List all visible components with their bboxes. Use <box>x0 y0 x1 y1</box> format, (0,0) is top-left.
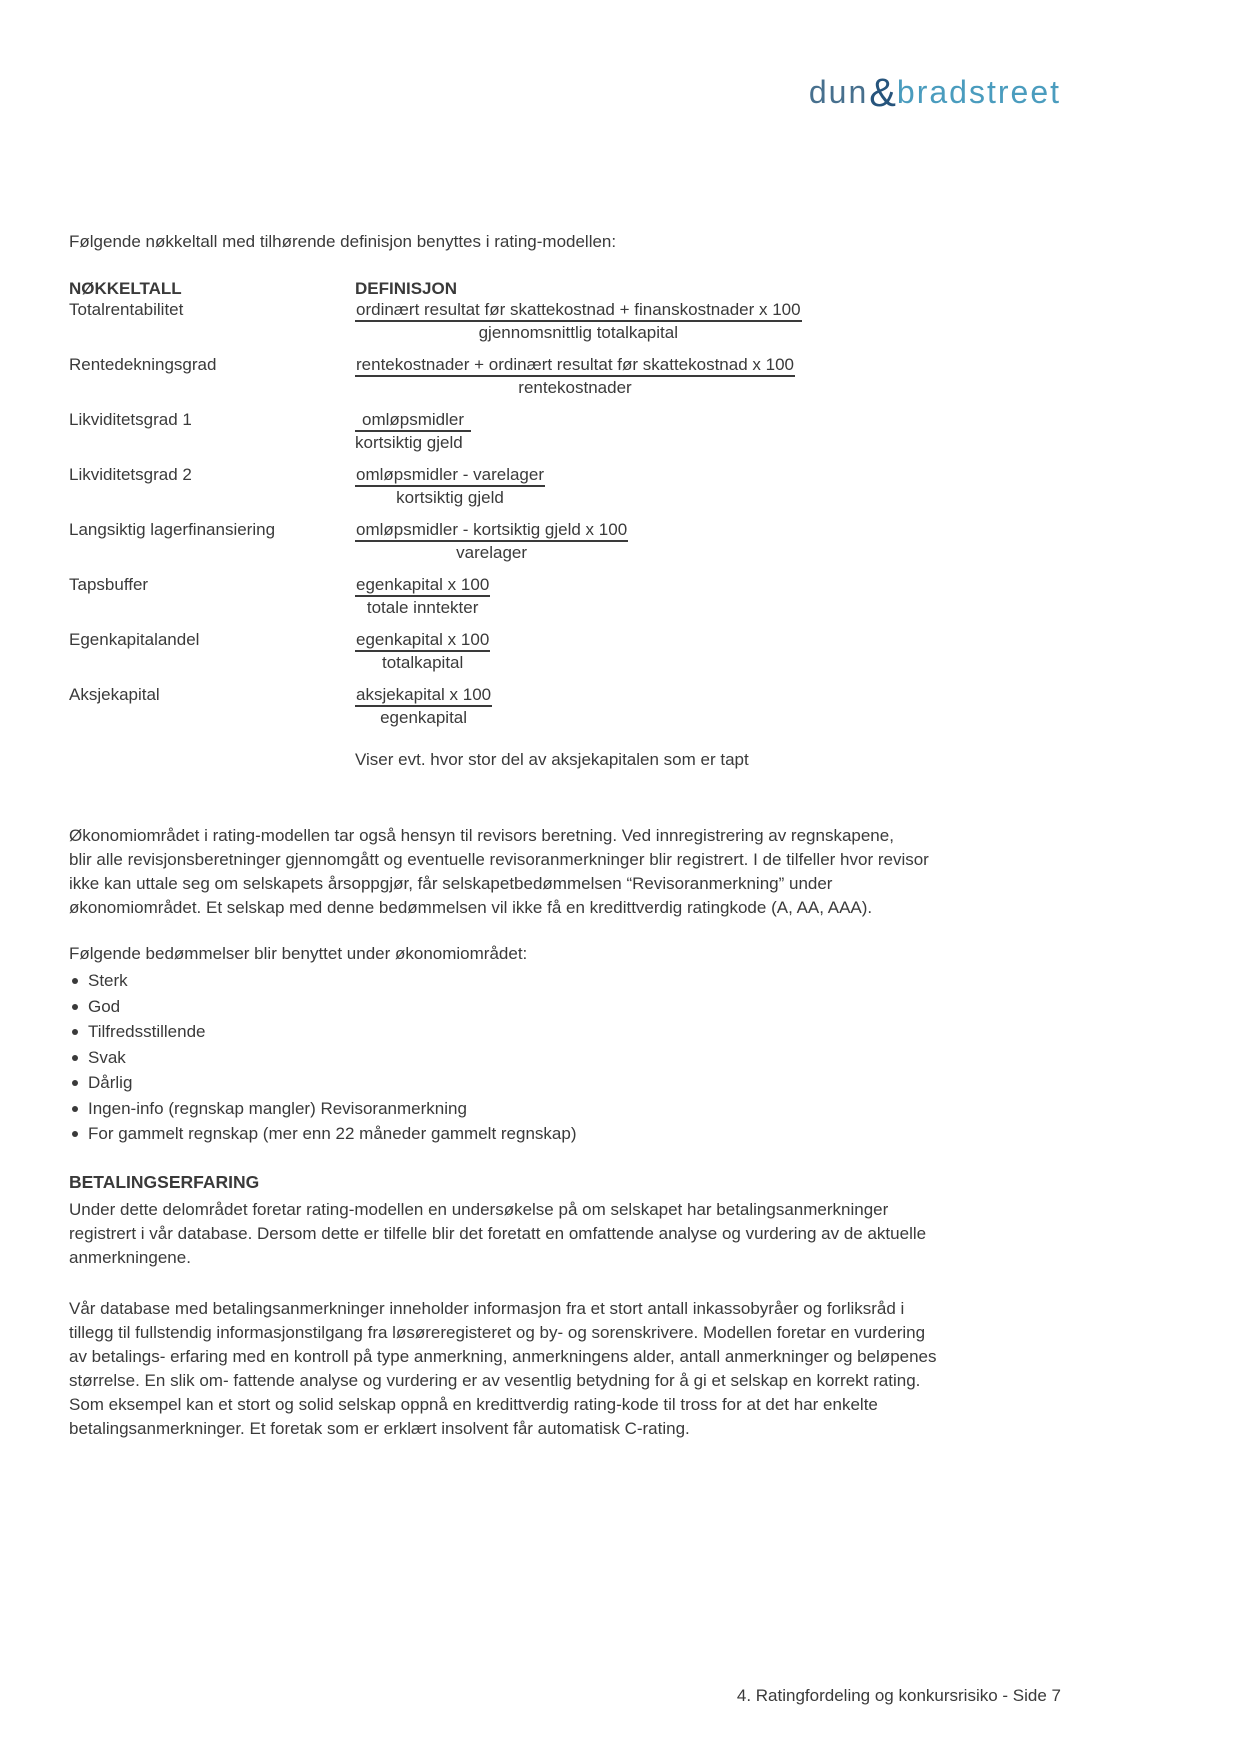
formula-denominator: totalkapital <box>382 653 464 672</box>
text-line: Vår database med betalingsanmerkninger inneholder informasjon fra et stort antall inkassobyråer og forliksråd i <box>69 1299 905 1318</box>
ratio-name: Likviditetsgrad 1 <box>69 410 192 429</box>
formula-numerator: omløpsmidler <box>355 409 471 432</box>
formula-denominator: kortsiktig gjeld <box>355 433 463 452</box>
table-row <box>69 574 1069 618</box>
table-row <box>69 684 1069 728</box>
formula-numerator: omløpsmidler - varelager <box>355 464 545 487</box>
table-row <box>69 354 1069 398</box>
ratio-formula <box>355 519 628 563</box>
formula-denominator: rentekostnader <box>518 378 632 397</box>
text-line: Under dette delområdet foretar rating-modellen en undersøkelse på om selskapet har betalingsanmerkninger <box>69 1200 889 1219</box>
formula-numerator: egenkapital x 100 <box>355 574 490 597</box>
ratio-name: Rentedekningsgrad <box>69 355 217 374</box>
ratio-formula <box>355 409 471 453</box>
text-line: Som eksempel kan et stort og solid selskap oppnå en kredittverdig rating-kode til tross for at det har enkelte <box>69 1395 878 1414</box>
formula-denominator: egenkapital <box>380 708 468 727</box>
text-line: økonomiområdet. Et selskap med denne bedømmelsen vil ikke få en kredittverdig ratingkode (A, AA, AAA). <box>69 898 873 917</box>
bullet-dot <box>72 1029 78 1035</box>
ratio-formula <box>355 299 802 343</box>
ratio-name: Likviditetsgrad 2 <box>69 465 192 484</box>
text-line: av betalings- erfaring med en kontroll på type anmerkning, anmerkningens alder, antall anmerkninger og beløpenes <box>69 1347 937 1366</box>
table-row <box>69 299 1069 343</box>
ratio-name: Totalrentabilitet <box>69 300 184 319</box>
assessments-section <box>69 942 577 1147</box>
page-footer: 4. Ratingfordeling og konkursrisiko - Side 7 <box>736 1686 1061 1705</box>
ratio-formula <box>355 574 490 618</box>
key-figures-table <box>69 278 1069 770</box>
betalingserfaring-section <box>69 1170 926 1270</box>
list-item-label: Svak <box>88 1047 126 1067</box>
ratio-formula <box>355 354 795 398</box>
text-line: størrelse. En slik om- fattende analyse og vurdering er av vesentlig betydning for å gi et selskap en korrekt rating. <box>69 1371 921 1390</box>
formula-numerator: rentekostnader + ordinært resultat før skattekostnad x 100 <box>355 354 795 377</box>
ratio-name: Langsiktig lagerfinansiering <box>69 520 276 539</box>
formula-numerator: aksjekapital x 100 <box>355 684 492 707</box>
bullet-dot <box>72 978 78 984</box>
table-header-row <box>69 278 1069 299</box>
assessments-list <box>69 968 577 1147</box>
economy-paragraph <box>69 824 929 920</box>
section-heading: BETALINGSERFARING <box>69 1172 260 1192</box>
table-row <box>69 629 1069 673</box>
ratio-formula <box>355 464 545 508</box>
formula-denominator: varelager <box>456 543 528 562</box>
table-row <box>69 464 1069 508</box>
table-note <box>69 749 1069 770</box>
formula-numerator: egenkapital x 100 <box>355 629 490 652</box>
ratio-name: Aksjekapital <box>69 685 160 704</box>
column-header-nokkeltall: NØKKELTALL <box>69 279 182 298</box>
text-line: registrert i vår database. Dersom dette er tilfelle blir det foretatt en omfattende analyse og vurdering av de aktuelle <box>69 1224 927 1243</box>
text-line: ikke kan uttale seg om selskapets årsoppgjør, får selskapetbedømmelsen “Revisoranmerkning” under <box>69 874 833 893</box>
text-line: tillegg til fullstendig informasjonstilgang fra løsøreregisteret og by- og sorenskrivere. Modellen foretar en vurdering <box>69 1323 926 1342</box>
list-item-label: God <box>88 996 121 1016</box>
bullet-dot <box>72 1106 78 1112</box>
list-item-label: Dårlig <box>88 1073 133 1092</box>
bullet-dot <box>72 1080 78 1086</box>
list-item <box>69 1070 577 1096</box>
text-line: anmerkningene. <box>69 1248 191 1267</box>
ratio-name: Egenkapitalandel <box>69 630 200 649</box>
list-item-label: Sterk <box>88 971 128 990</box>
list-item-label: Tilfredsstillende <box>88 1022 206 1041</box>
list-item <box>69 1096 577 1122</box>
text-line: blir alle revisjonsberetninger gjennomgått og eventuelle revisoranmerkninger blir registrert. I de tilfeller hvor revisor <box>69 850 929 869</box>
bullet-dot <box>72 1055 78 1061</box>
list-item-label: Ingen-info (regnskap mangler) Revisoranmerkning <box>88 1098 467 1118</box>
formula-denominator: gjennomsnittlig totalkapital <box>478 323 678 342</box>
formula-denominator: totale inntekter <box>366 598 479 617</box>
formula-numerator: omløpsmidler - kortsiktig gjeld x 100 <box>355 519 628 542</box>
text-line: Økonomiområdet i rating-modellen tar også hensyn til revisors beretning. Ved innregistrering av regnskapene, <box>69 826 894 845</box>
list-item <box>69 1019 577 1045</box>
column-header-definisjon: DEFINISJON <box>355 279 458 298</box>
list-item <box>69 994 577 1020</box>
table-row <box>69 409 1069 453</box>
logo-text-dun: dun <box>808 74 869 110</box>
formula-numerator: ordinært resultat før skattekostnad + finanskostnader x 100 <box>355 299 802 322</box>
bullet-dot <box>72 1131 78 1137</box>
dun-bradstreet-logo <box>809 70 1061 118</box>
ratio-formula <box>355 684 492 728</box>
ratio-formula <box>355 629 490 673</box>
database-paragraph <box>69 1297 937 1441</box>
logo-text-bradstreet: bradstreet <box>896 74 1061 110</box>
bullet-dot <box>72 1004 78 1010</box>
table-row <box>69 519 1069 563</box>
assessments-intro: Følgende bedømmelser blir benyttet under økonomiområdet: <box>69 944 528 963</box>
formula-denominator: kortsiktig gjeld <box>396 488 504 507</box>
list-item <box>69 1045 577 1071</box>
list-item <box>69 1121 577 1147</box>
ampersand-icon: & <box>869 71 896 115</box>
intro-text: Følgende nøkkeltall med tilhørende definisjon benyttes i rating-modellen: <box>69 232 617 251</box>
ratio-name: Tapsbuffer <box>69 575 149 594</box>
list-item <box>69 968 577 994</box>
list-item-label: For gammelt regnskap (mer enn 22 måneder gammelt regnskap) <box>88 1124 577 1143</box>
table-note-text: Viser evt. hvor stor del av aksjekapitalen som er tapt <box>355 750 749 769</box>
text-line: betalingsanmerkninger. Et foretak som er erklært insolvent får automatisk C-rating. <box>69 1419 690 1438</box>
